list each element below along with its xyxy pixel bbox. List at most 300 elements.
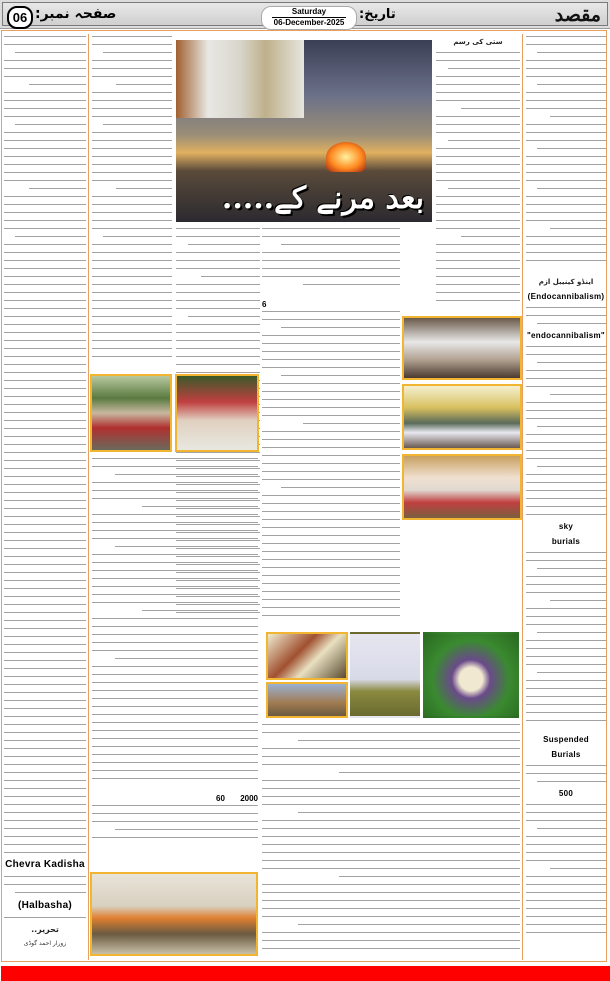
text-line (262, 748, 520, 749)
text-line (436, 292, 520, 293)
text-line (537, 466, 606, 467)
text-line (537, 84, 606, 85)
text-line (4, 276, 86, 277)
text-line (4, 116, 86, 117)
text-line (262, 567, 400, 568)
text-line (4, 132, 86, 133)
text-line (115, 658, 258, 659)
text-line (4, 180, 86, 181)
text-line (262, 916, 520, 917)
text-line (526, 804, 606, 805)
text-line (262, 948, 520, 949)
text-line (436, 60, 520, 61)
text-line (262, 495, 400, 496)
text-line (92, 180, 172, 181)
text-line (92, 196, 172, 197)
text-line (4, 452, 86, 453)
text-line (4, 692, 86, 693)
text-line (4, 332, 86, 333)
text-line (176, 300, 260, 301)
ritual-cleansing-photo (175, 374, 259, 452)
text-line (92, 92, 172, 93)
text-line (4, 428, 86, 429)
funeral-pyre-painting (90, 872, 258, 956)
text-line (526, 402, 606, 403)
text-line (92, 252, 172, 253)
text-line (4, 588, 86, 589)
text-line (262, 591, 400, 592)
text-line (526, 932, 606, 933)
text-line (262, 415, 400, 416)
text-line (92, 778, 258, 779)
text-line (4, 836, 86, 837)
text-line (15, 892, 86, 893)
text-line (92, 76, 172, 77)
text-line (262, 607, 400, 608)
text-line (526, 720, 606, 721)
text-line (15, 52, 86, 53)
text-line (526, 132, 606, 133)
text-line (262, 519, 400, 520)
scaffold-burial-illustration (266, 632, 348, 680)
text-line (526, 378, 606, 379)
text-line (4, 812, 86, 813)
text-line (262, 756, 520, 757)
text-line (92, 682, 258, 683)
text-line (4, 500, 86, 501)
text-line (29, 188, 86, 189)
text-line (4, 884, 86, 885)
text-line (262, 343, 400, 344)
text-line (526, 514, 606, 515)
text-line (526, 696, 606, 697)
text-line (537, 828, 606, 829)
text-line (4, 716, 86, 717)
footer-bar (1, 966, 610, 981)
text-line (4, 508, 86, 509)
text-line (262, 479, 400, 480)
text-line (4, 196, 86, 197)
text-line (92, 754, 258, 755)
text-line (537, 362, 606, 363)
text-line (262, 319, 400, 320)
text-line (92, 805, 258, 806)
platform-burial-illustration (266, 682, 348, 718)
text-line (4, 140, 86, 141)
text-line (526, 924, 606, 925)
text-line (4, 148, 86, 149)
text-line (436, 52, 520, 53)
text-line (526, 156, 606, 157)
text-line (262, 788, 520, 789)
text-line (436, 244, 520, 245)
text-line (4, 212, 86, 213)
text-line (526, 36, 606, 37)
text-line (262, 615, 400, 616)
text-line (92, 706, 258, 707)
text-line (436, 132, 520, 133)
text-line (4, 156, 86, 157)
text-line (436, 220, 520, 221)
text-line (262, 551, 400, 552)
article-column-left-center (92, 36, 172, 366)
text-line (526, 68, 606, 69)
text-line (526, 180, 606, 181)
text-line (436, 180, 520, 181)
text-line (92, 837, 258, 838)
text-line (526, 220, 606, 221)
text-line (262, 276, 400, 277)
text-line (262, 455, 400, 456)
text-line (4, 668, 86, 669)
term-suspended-burials: Burials (551, 750, 581, 759)
text-line (262, 351, 400, 352)
text-line (92, 722, 258, 723)
text-line (262, 860, 520, 861)
text-line (526, 252, 606, 253)
text-line (92, 44, 172, 45)
text-line (103, 236, 172, 237)
text-line (115, 546, 258, 547)
text-line (526, 386, 606, 387)
text-line (92, 813, 258, 814)
text-line (92, 316, 172, 317)
text-line (526, 584, 606, 585)
term-endocannibalism: (Endocannibalism) (527, 292, 605, 301)
text-line (92, 530, 258, 531)
text-line (176, 252, 260, 253)
text-line (526, 212, 606, 213)
text-line (526, 346, 606, 347)
text-line (262, 828, 520, 829)
text-line (4, 284, 86, 285)
text-line (116, 188, 172, 189)
text-line (176, 364, 260, 365)
text-line (436, 92, 520, 93)
text-line (550, 228, 606, 229)
text-line (436, 276, 520, 277)
text-line (4, 524, 86, 525)
text-line (4, 396, 86, 397)
text-line (537, 568, 606, 569)
text-line (4, 356, 86, 357)
text-line (4, 620, 86, 621)
text-line (92, 292, 172, 293)
text-line (537, 188, 606, 189)
text-line (4, 532, 86, 533)
text-line (92, 148, 172, 149)
text-line (526, 812, 606, 813)
article-column-left (4, 36, 86, 956)
text-line (436, 228, 520, 229)
date-day: Saturday (272, 7, 346, 18)
text-line (92, 618, 258, 619)
text-line (262, 852, 520, 853)
text-line (4, 596, 86, 597)
text-line (436, 76, 520, 77)
text-line (448, 188, 520, 189)
article-column-bottom-center (262, 724, 520, 956)
text-line (436, 164, 520, 165)
text-line (4, 708, 86, 709)
text-line (4, 436, 86, 437)
text-line (176, 260, 260, 261)
text-line (4, 652, 86, 653)
vulture-sky-burial-photo (350, 632, 420, 718)
section-heading: اینڈو کینیبل ازم (538, 278, 594, 286)
text-block (526, 346, 606, 506)
text-line (92, 212, 172, 213)
text-line (436, 252, 520, 253)
byline-label: تحریر.. (31, 925, 59, 934)
text-line (262, 260, 400, 261)
text-line (92, 132, 172, 133)
text-line (92, 482, 258, 483)
text-line (526, 908, 606, 909)
text-line (526, 140, 606, 141)
text-line (262, 367, 400, 368)
text-line (4, 220, 86, 221)
text-line (188, 316, 260, 317)
text-line (4, 564, 86, 565)
text-line (526, 474, 606, 475)
text-line (92, 674, 258, 675)
text-line (526, 236, 606, 237)
text-line (115, 829, 258, 830)
byline-author: زورار احمد گوڈی (23, 940, 67, 947)
text-line (526, 442, 606, 443)
funeral-prayer-photo (176, 40, 304, 118)
text-line (176, 340, 260, 341)
text-line (4, 308, 86, 309)
text-line (176, 348, 260, 349)
text-line (4, 660, 86, 661)
text-line (339, 772, 520, 773)
article-column-center-right (262, 228, 400, 623)
text-line (339, 876, 520, 877)
text-line (526, 592, 606, 593)
text-line (537, 672, 606, 673)
text-line (526, 704, 606, 705)
text-line (262, 844, 520, 845)
text-line (526, 60, 606, 61)
text-line (92, 522, 258, 523)
text-line (526, 44, 606, 45)
text-line (526, 172, 606, 173)
text-line (92, 602, 258, 603)
text-line (526, 688, 606, 689)
text-block (526, 36, 606, 276)
text-line (92, 220, 172, 221)
text-line (262, 575, 400, 576)
headline-title: بعد مرنے کے..... (221, 181, 424, 216)
text-line (262, 335, 400, 336)
text-line (262, 724, 520, 725)
text-line (4, 348, 86, 349)
text-line (526, 498, 606, 499)
text-line (4, 92, 86, 93)
ceremony-photo (402, 454, 522, 520)
text-line (4, 468, 86, 469)
text-line (176, 332, 260, 333)
text-line (4, 756, 86, 757)
masthead (0, 0, 610, 29)
text-line (201, 276, 260, 277)
text-line (4, 844, 86, 845)
text-line (92, 36, 172, 37)
text-line (262, 391, 400, 392)
text-line (4, 100, 86, 101)
term-chevra-kadisha: Chevra Kadisha (5, 859, 85, 870)
text-line (92, 324, 172, 325)
text-line (92, 60, 172, 61)
text-line (92, 714, 258, 715)
text-line (92, 821, 258, 822)
text-line (4, 244, 86, 245)
text-line (537, 52, 606, 53)
text-line (92, 100, 172, 101)
text-line (92, 698, 258, 699)
villagers-carrying-body-photo (90, 374, 172, 452)
text-line (550, 868, 606, 869)
text-line (262, 908, 520, 909)
text-line (537, 632, 606, 633)
text-line (29, 84, 86, 85)
text-line (526, 164, 606, 165)
text-line (262, 511, 400, 512)
text-line (4, 516, 86, 517)
term-suspended: Suspended (543, 735, 589, 744)
text-line (4, 572, 86, 573)
text-line (4, 700, 86, 701)
article-column-sati (436, 36, 520, 306)
text-line (4, 252, 86, 253)
text-line (262, 884, 520, 885)
text-line (436, 124, 520, 125)
text-line (4, 36, 86, 37)
text-block (4, 36, 86, 856)
text-line (103, 124, 172, 125)
text-line (92, 746, 258, 747)
boat-fire-photo (326, 142, 366, 172)
text-line (526, 852, 606, 853)
text-line (4, 580, 86, 581)
text-line (92, 578, 258, 579)
text-line (4, 324, 86, 325)
newspaper-logo: مقصد (554, 4, 601, 26)
text-line (537, 148, 606, 149)
text-line (4, 60, 86, 61)
text-line (526, 307, 606, 308)
text-line (4, 492, 86, 493)
text-line (526, 648, 606, 649)
text-line (4, 636, 86, 637)
text-line (461, 236, 520, 237)
text-line (176, 452, 260, 453)
text-line (4, 796, 86, 797)
text-line (92, 650, 258, 651)
text-line (436, 204, 520, 205)
text-line (436, 212, 520, 213)
section-heading-sati: ستی کی رسم (453, 38, 503, 46)
text-line (4, 764, 86, 765)
text-line (526, 434, 606, 435)
text-line (526, 860, 606, 861)
text-line (526, 616, 606, 617)
text-line (92, 770, 258, 771)
text-line (92, 276, 172, 277)
text-line (92, 164, 172, 165)
text-line (262, 268, 400, 269)
text-line (92, 562, 258, 563)
text-line (526, 490, 606, 491)
text-line (526, 450, 606, 451)
text-line (92, 626, 258, 627)
term-sky: sky (558, 522, 574, 531)
text-line (526, 624, 606, 625)
text-line (526, 656, 606, 657)
text-line (4, 612, 86, 613)
text-line (4, 388, 86, 389)
text-line (262, 447, 400, 448)
text-line (526, 680, 606, 681)
text-line (4, 476, 86, 477)
text-line (92, 300, 172, 301)
text-line (4, 804, 86, 805)
text-line (92, 490, 258, 491)
text-line (526, 773, 606, 774)
text-line (262, 439, 400, 440)
text-line (92, 762, 258, 763)
text-line (281, 327, 400, 328)
text-line (262, 463, 400, 464)
text-line (4, 292, 86, 293)
text-line (526, 315, 606, 316)
text-line (262, 431, 400, 432)
text-line (526, 458, 606, 459)
text-line (436, 196, 520, 197)
number-6: 6 (262, 300, 267, 309)
number-2000: 2000 (240, 794, 258, 803)
text-line (526, 552, 606, 553)
text-line (262, 527, 400, 528)
text-line (550, 116, 606, 117)
number-500: 500 (558, 789, 574, 798)
text-line (4, 604, 86, 605)
page-label: صفحہ نمبر: (35, 6, 117, 22)
text-line (281, 375, 400, 376)
term-burials: burials (551, 537, 581, 546)
text-line (188, 244, 260, 245)
text-line (526, 354, 606, 355)
text-line (262, 796, 520, 797)
text-line (526, 92, 606, 93)
text-line (281, 244, 400, 245)
text-line (298, 924, 520, 925)
text-line (4, 828, 86, 829)
text-line (4, 372, 86, 373)
text-line (448, 68, 520, 69)
text-line (262, 583, 400, 584)
text-line (4, 548, 86, 549)
text-line (436, 100, 520, 101)
text-line (4, 444, 86, 445)
text-line (461, 108, 520, 109)
text-line (526, 204, 606, 205)
text-line (4, 852, 86, 853)
text-line (92, 642, 258, 643)
text-line (92, 260, 172, 261)
